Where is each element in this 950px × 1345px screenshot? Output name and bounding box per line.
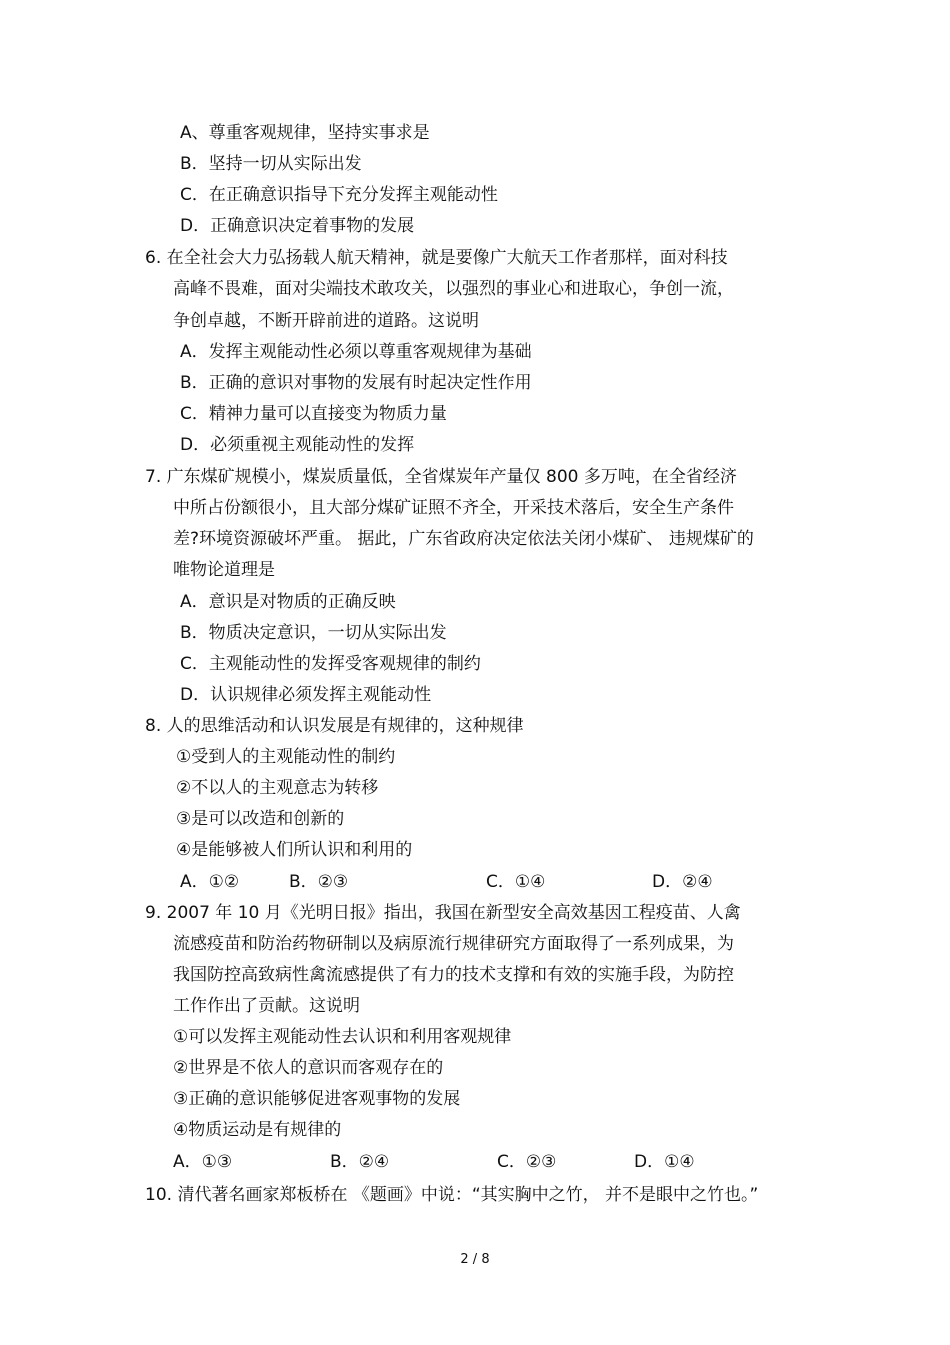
q8-option-d: D．②④ bbox=[652, 872, 713, 892]
q8-stem: 8. 人的思维活动和认识发展是有规律的，这种规律 bbox=[145, 716, 524, 736]
q7-stem-line-1: 7. 广东煤矿规模小，煤炭质量低，全省煤炭年产量仅 800 多万吨，在全省经济 bbox=[145, 467, 737, 487]
q8-statement-4: ④是能够被人们所认识和利用的 bbox=[176, 840, 413, 860]
q6-option-c: C．精神力量可以直接变为物质力量 bbox=[180, 404, 447, 424]
q6-option-a: A．发挥主观能动性必须以尊重客观规律为基础 bbox=[180, 342, 532, 362]
q8-statement-2: ②不以人的主观意志为转移 bbox=[176, 778, 379, 798]
q6-option-d: D．必须重视主观能动性的发挥 bbox=[180, 435, 415, 455]
q5-option-d: D．正确意识决定着事物的发展 bbox=[180, 216, 415, 236]
q7-stem-line-3: 差?环境资源破坏严重。 据此，广东省政府决定依法关闭小煤矿、 违规煤矿的 bbox=[173, 529, 754, 549]
q7-stem-line-2: 中所占份额很小，且大部分煤矿证照不齐全，开采技术落后，安全生产条件 bbox=[173, 498, 734, 518]
q9-stem-line-1: 9. 2007 年 10 月《光明日报》指出，我国在新型安全高效基因工程疫苗、人禽 bbox=[145, 903, 741, 923]
q9-option-a: A．①③ bbox=[173, 1152, 233, 1172]
q6-stem-line-2: 高峰不畏难，面对尖端技术敢攻关，以强烈的事业心和进取心，争创一流， bbox=[173, 279, 734, 299]
q9-stem-line-2: 流感疫苗和防治药物研制以及病原流行规律研究方面取得了一系列成果，为 bbox=[173, 934, 734, 954]
page-number: 2 / 8 bbox=[460, 1252, 490, 1267]
q8-option-a: A．①② bbox=[180, 872, 240, 892]
q6-stem-line-3: 争创卓越，不断开辟前进的道路。这说明 bbox=[173, 311, 479, 331]
q9-option-d: D．①④ bbox=[634, 1152, 695, 1172]
q5-option-a: A、尊重客观规律，坚持实事求是 bbox=[180, 123, 430, 143]
q9-stem-line-4: 工作作出了贡献。这说明 bbox=[173, 996, 360, 1016]
q7-option-a: A．意识是对物质的正确反映 bbox=[180, 592, 396, 612]
q6-stem-line-1: 6. 在全社会大力弘扬载人航天精神，就是要像广大航天工作者那样，面对科技 bbox=[145, 248, 728, 268]
q9-option-c: C．②③ bbox=[497, 1152, 557, 1172]
q8-statement-3: ③是可以改造和创新的 bbox=[176, 809, 345, 829]
q7-option-d: D．认识规律必须发挥主观能动性 bbox=[180, 685, 432, 705]
q7-option-c: C．主观能动性的发挥受客观规律的制约 bbox=[180, 654, 481, 674]
q8-option-c: C．①④ bbox=[486, 872, 546, 892]
q9-option-b: B．②④ bbox=[330, 1152, 390, 1172]
q9-statement-4: ④物质运动是有规律的 bbox=[173, 1120, 342, 1140]
q9-statement-2: ②世界是不依人的意识而客观存在的 bbox=[173, 1058, 444, 1078]
q10-stem: 10. 清代著名画家郑板桥在 《题画》中说：“其实胸中之竹， 并不是眼中之竹也。” bbox=[145, 1185, 759, 1205]
q9-statement-1: ①可以发挥主观能动性去认识和利用客观规律 bbox=[173, 1027, 512, 1047]
q5-option-b: B．坚持一切从实际出发 bbox=[180, 154, 362, 174]
q8-statement-1: ①受到人的主观能动性的制约 bbox=[176, 747, 396, 767]
q8-option-b: B．②③ bbox=[289, 872, 349, 892]
q6-option-b: B．正确的意识对事物的发展有时起决定性作用 bbox=[180, 373, 532, 393]
q9-stem-line-3: 我国防控高致病性禽流感提供了有力的技术支撑和有效的实施手段，为防控 bbox=[173, 965, 734, 985]
q5-option-c: C．在正确意识指导下充分发挥主观能动性 bbox=[180, 185, 498, 205]
q7-option-b: B．物质决定意识，一切从实际出发 bbox=[180, 623, 447, 643]
q9-statement-3: ③正确的意识能够促进客观事物的发展 bbox=[173, 1089, 461, 1109]
q7-stem-line-4: 唯物论道理是 bbox=[173, 560, 275, 580]
